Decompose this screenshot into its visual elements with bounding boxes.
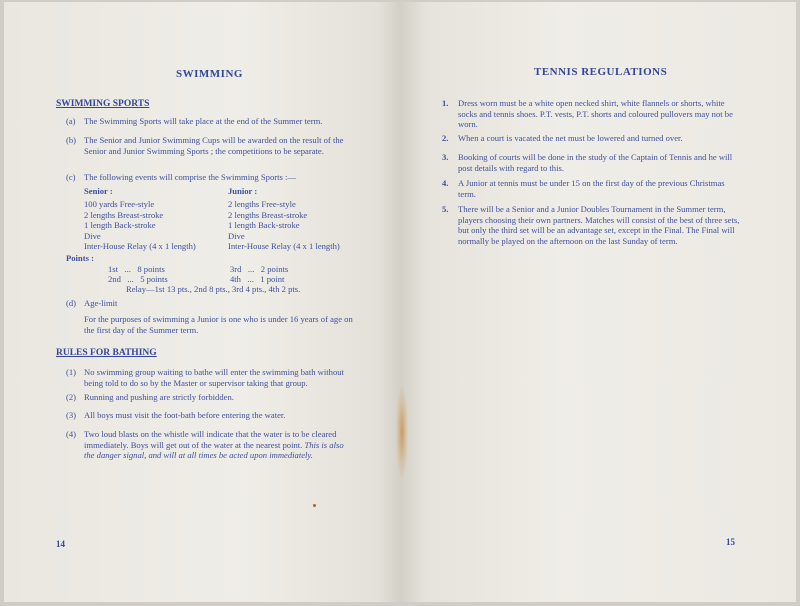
tennis-title: TENNIS REGULATIONS bbox=[534, 66, 668, 78]
rule-4 bbox=[84, 429, 356, 461]
points-heading: Points : bbox=[66, 253, 94, 263]
danger-signal-note: This is also the danger signal, and will at all times be acted upon immediately. bbox=[84, 439, 344, 460]
rule-marker: (1) bbox=[66, 367, 77, 377]
age-limit-heading: Age-limit bbox=[84, 298, 118, 308]
page-number-right: 15 bbox=[726, 537, 735, 547]
points-second: 2nd ... 5 points bbox=[108, 274, 168, 284]
regulation-number: 3. bbox=[442, 152, 449, 162]
left-page bbox=[4, 2, 402, 602]
item-text: The Senior and Junior Swimming Cups will be awarded on the result of the Senior and Junior Swimming Sports ; the competitions to be separate. bbox=[84, 135, 344, 156]
booklet-spread bbox=[4, 2, 796, 602]
rules-for-bathing-heading: RULES FOR BATHING bbox=[56, 348, 157, 358]
page-number-left: 14 bbox=[56, 539, 65, 549]
regulation-text: There will be a Senior and a Junior Doubles Tournament in the Summer term, players choosing their own partners. Matches will consist of the best of three sets, but only the third set will be an advantage set, except in the Final. The Final will normally be played on the afternoon on the last Sunday of term. bbox=[458, 204, 740, 246]
rule-marker: (2) bbox=[66, 392, 77, 402]
item-marker: (b) bbox=[66, 135, 77, 145]
regulation-text: Dress worn must be a white open necked shirt, white flannels or shorts, white socks and tennis shoes. P.T. vests, P.T. shorts and coloured pullovers may not be worn. bbox=[458, 98, 733, 129]
item-text: The Swimming Sports will take place at the end of the Summer term. bbox=[84, 116, 323, 126]
junior-events bbox=[228, 186, 340, 251]
rule-marker: (3) bbox=[66, 410, 77, 420]
rule-text: All boys must visit the foot-bath before entering the water. bbox=[84, 410, 286, 420]
junior-heading: Junior : bbox=[228, 186, 258, 196]
senior-event: Inter-House Relay (4 x 1 length) bbox=[84, 241, 196, 252]
regulation-text: Booking of courts will be done in the study of the Captain of Tennis and he will post details with regard to this. bbox=[458, 152, 733, 173]
junior-event: Inter-House Relay (4 x 1 length) bbox=[228, 241, 340, 252]
item-marker: (c) bbox=[66, 172, 76, 182]
regulation-number: 4. bbox=[442, 178, 449, 188]
swimming-title: SWIMMING bbox=[176, 68, 243, 80]
swimming-sports-heading: SWIMMING SPORTS bbox=[56, 99, 150, 109]
item-text: The following events will comprise the Swimming Sports :— bbox=[84, 172, 296, 182]
rule-text: Running and pushing are strictly forbidden. bbox=[84, 392, 234, 402]
senior-event: Dive bbox=[84, 230, 101, 241]
item-marker: (a) bbox=[66, 116, 76, 126]
senior-event: 1 length Back-stroke bbox=[84, 220, 156, 231]
age-limit-text: For the purposes of swimming a Junior is one who is under 16 years of age on the first day of the Summer term. bbox=[84, 314, 353, 335]
rule-text: Two loud blasts on the whistle will indicate that the water is to be cleared immediately. Boys will get out of the water at the nearest point. bbox=[84, 429, 337, 450]
relay-points: Relay—1st 13 pts., 2nd 8 pts., 3rd 4 pts., 4th 2 pts. bbox=[126, 284, 301, 294]
age-marker: (d) bbox=[66, 298, 77, 308]
senior-event: 100 yards Free-style bbox=[84, 199, 155, 210]
senior-event: 2 lengths Breast-stroke bbox=[84, 209, 164, 220]
regulation-text: A Junior at tennis must be under 15 on the first day of the previous Christmas term. bbox=[458, 178, 725, 199]
rule-text: No swimming group waiting to bathe will enter the swimming bath without being told to do so by the Master or supervisor taking that group. bbox=[84, 367, 344, 388]
water-stain bbox=[396, 387, 408, 477]
rule-marker: (4) bbox=[66, 429, 77, 439]
regulation-number: 2. bbox=[442, 133, 449, 143]
junior-event: 2 lengths Free-style bbox=[228, 199, 296, 210]
ink-spot bbox=[313, 504, 316, 507]
regulation-text: When a court is vacated the net must be lowered and turned over. bbox=[458, 133, 683, 143]
regulation-number: 1. bbox=[442, 98, 449, 108]
points-third: 3rd ... 2 points bbox=[230, 264, 289, 274]
junior-event: 2 lengths Breast-stroke bbox=[228, 209, 308, 220]
senior-heading: Senior : bbox=[84, 186, 113, 196]
regulation-number: 5. bbox=[442, 204, 449, 214]
points-first: 1st ... 8 points bbox=[108, 264, 165, 274]
senior-events bbox=[84, 186, 196, 251]
junior-event: 1 length Back-stroke bbox=[228, 220, 300, 231]
right-page bbox=[402, 2, 796, 602]
junior-event: Dive bbox=[228, 230, 245, 241]
points-fourth: 4th ... 1 point bbox=[230, 274, 285, 284]
